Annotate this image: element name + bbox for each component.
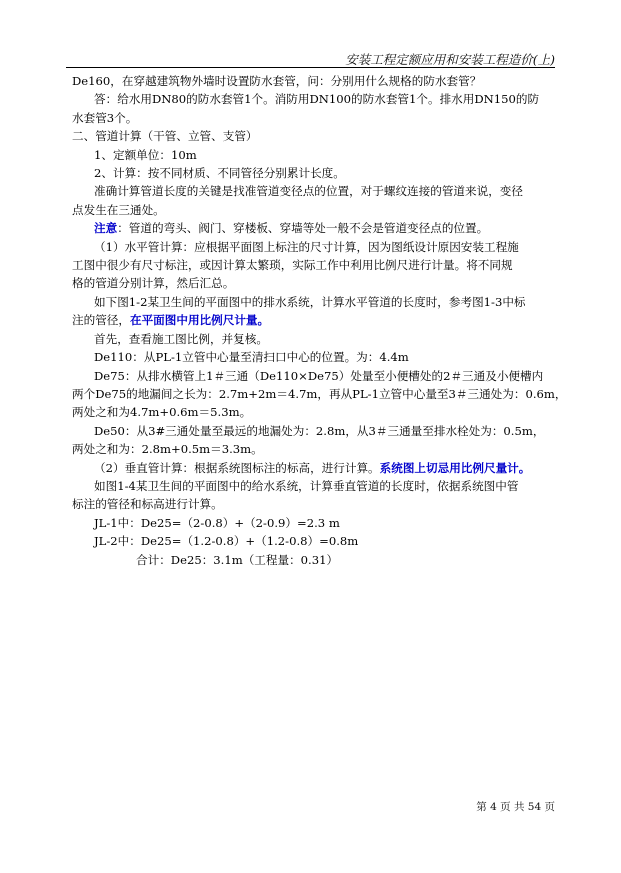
- note-text: ：管道的弯头、阀门、穿楼板、穿墙等处一般不会是管道变径点的位置。: [117, 221, 489, 236]
- text-line: 工图中很少有尺寸标注，或因计算太繁琐，实际工作中利用比例尺进行计量。将不同规: [72, 258, 513, 273]
- formula-line: JL-2中：De25=（1.2-0.8）+（1.2-0.8）=0.8m: [94, 534, 359, 549]
- text-line: 点发生在三通处。: [72, 202, 165, 217]
- text-line: 标注的管径和标高进行计算。: [72, 497, 223, 512]
- text-line: 准确计算管道长度的关键是找准管道变径点的位置，对于螺纹连接的管道来说，变径: [94, 184, 523, 199]
- text-line: De75：从排水横管上1＃三通（De110×De75）处量至小便槽处的2＃三通及小便槽内: [94, 368, 544, 383]
- text-line: （1）水平管计算：应根据平面图上标注的尺寸计算，因为图纸设计原因安装工程施: [94, 239, 519, 254]
- text-line: 格的管道分别计算，然后汇总。: [72, 276, 235, 291]
- text-line: 首先，查看施工图比例，并复核。: [94, 331, 268, 346]
- page-header: 安装工程定额应用和安装工程造价(上): [345, 52, 555, 67]
- text-span: （2）垂直管计算：根据系统图标注的标高，进行计算。: [94, 460, 380, 475]
- formula-line: JL-1中：De25=（2-0.8）+（2-0.9）=2.3 m: [94, 515, 340, 530]
- text-line: 两个De75的地漏间之长为：2.7m+2m＝4.7m，再从PL-1立管中心量至3＃三通处为：0.6m，: [72, 386, 567, 401]
- text-line: [72, 459, 556, 477]
- total-line: 合计：De25：3.1m（工程量：0.31）: [136, 552, 339, 567]
- text-line: 水套管3个。: [72, 110, 138, 125]
- text-line: 两处之和为：2.8m+0.5m＝3.3m。: [72, 442, 263, 457]
- section-heading: 二、管道计算（干管、立管、支管）: [72, 129, 258, 144]
- emphasis-text: 在平面图中用比例尺计量。: [129, 313, 270, 328]
- text-line: De110：从PL-1立管中心量至清扫口中心的位置。为：4.4m: [94, 350, 409, 365]
- document-body: [72, 72, 567, 569]
- text-line: 答：给水用DN80的防水套管1个。消防用DN100的防水套管1个。排水用DN150的防: [94, 92, 540, 107]
- note-label: 注意: [94, 221, 118, 236]
- text-line: 如下图1-2某卫生间的平面图中的排水系统，计算水平管道的长度时，参考图1-3中标: [94, 294, 526, 309]
- header-rule: [66, 67, 555, 68]
- page-number: 第 4 页 共 54 页: [476, 801, 555, 813]
- text-line: 两处之和为4.7m+0.6m＝5.3m。: [72, 405, 252, 420]
- text-line: 2、计算：按不同材质、不同管径分别累计长度。: [94, 166, 345, 181]
- emphasis-text: 系统图上切忌用比例尺量计。: [379, 460, 531, 475]
- text-line: [72, 311, 556, 329]
- text-line: 1、定额单位：10m: [94, 147, 197, 162]
- note-line: [72, 219, 556, 237]
- text-line: 如图1-4某卫生间的平面图中的给水系统，计算垂直管道的长度时，依据系统图中管: [94, 478, 519, 493]
- text-line: De50：从3#三通处量至最远的地漏处为：2.8m，从3＃三通量至排水栓处为：0.5m，: [94, 423, 545, 438]
- text-line: De160，在穿越建筑物外墙时设置防水套管，问：分别用什么规格的防水套管？: [72, 74, 482, 88]
- text-span: 注的管径，: [72, 313, 130, 328]
